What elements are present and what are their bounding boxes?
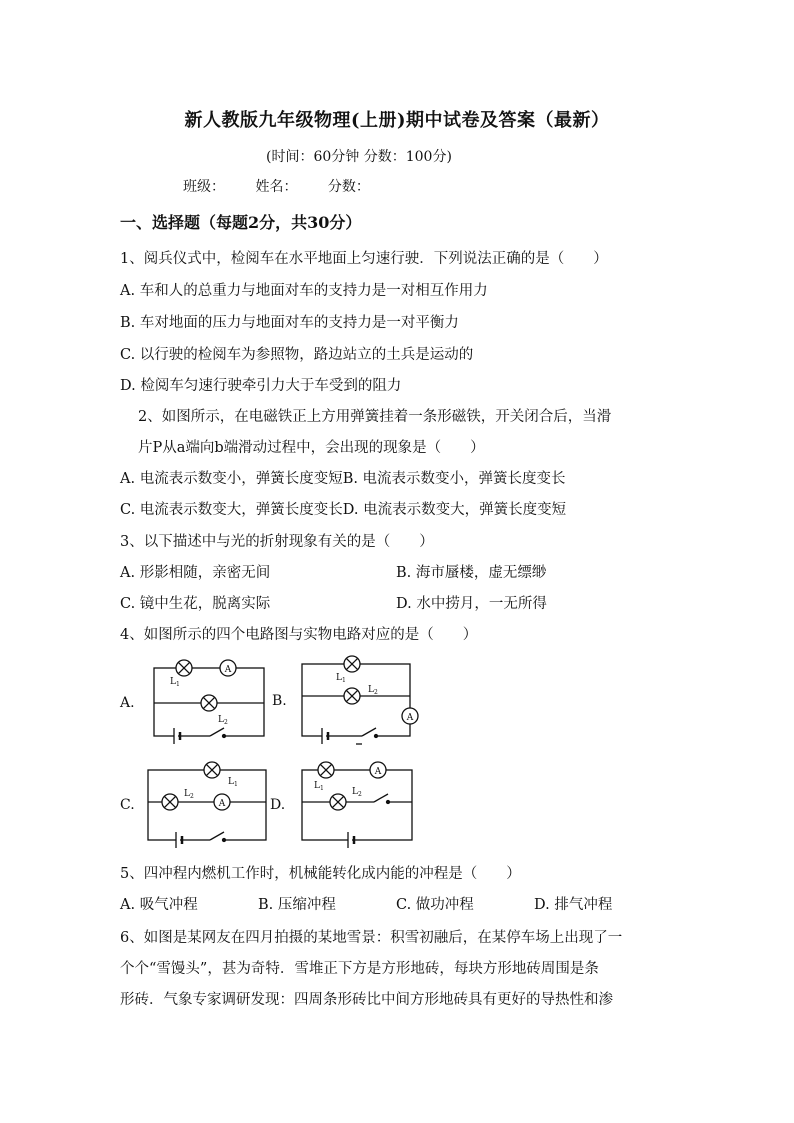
score-field: 分数： [327,179,370,195]
option-b-label: B. [272,693,287,709]
l2-sub: 2 [224,719,228,726]
circuit-d [302,762,412,848]
q1-option-d: D. 检阅车匀速行驶牵引力大于车受到的阻力 [120,378,402,394]
page-title: 新人教版九年级物理(上册)期中试卷及答案（最新） [184,110,610,131]
section-heading: 一、选择题（每题2分，共30分） [120,213,362,232]
class-field: 班级： [183,179,225,195]
q2-stem-1: 2、如图所示，在电磁铁正上方用弹簧挂着一条形磁铁，开关闭合后，当滑 [138,409,612,425]
q5-option-d: D. 排气冲程 [534,897,613,913]
lamp-icon [318,762,334,778]
q6-line-2: 个个“雪馒头”，甚为奇特．雪堆正下方是方形地砖，每块方形地砖周围是条 [120,961,599,977]
q6-line-3: 形砖．气象专家调研发现：四周条形砖比中间方形地砖具有更好的导热性和渗 [120,992,613,1008]
lamp-icon [204,762,220,778]
l1-label: L [170,677,176,687]
l1-sub: 1 [320,785,324,792]
l2-sub: 2 [358,791,362,798]
lamp-icon [176,660,192,676]
q5-option-c: C. 做功冲程 [396,897,474,913]
q1-option-a: A. 车和人的总重力与地面对车的支持力是一对相互作用力 [120,283,488,299]
q2-stem-2: 片P从a端向b端滑动过程中，会出现的现象是（ ） [138,440,485,456]
l1-sub: 1 [234,781,238,788]
lamp-icon [330,794,346,810]
q1-stem: 1、阅兵仪式中，检阅车在水平地面上匀速行驶．下列说法正确的是（ ） [120,251,608,267]
exam-meta: (时间：60分钟 分数：100分) [266,149,452,165]
q5-option-a: A. 吸气冲程 [120,897,198,913]
l2-label: L [184,789,190,799]
l1-sub: 1 [176,681,180,688]
ammeter-label: A [224,665,232,675]
q1-option-c: C. 以行驶的检阅车为参照物，路边站立的土兵是运动的 [120,347,474,363]
q1-option-b: B. 车对地面的压力与地面对车的支持力是一对平衡力 [120,315,459,331]
l2-label: L [368,685,374,695]
q2-options-ab: A. 电流表示数变小，弹簧长度变短B. 电流表示数变小，弹簧长度变长 [120,471,566,487]
l1-sub: 1 [342,677,346,684]
q5-stem: 5、四冲程内燃机工作时，机械能转化成内能的冲程是（ ） [120,866,521,882]
student-fields [183,176,396,196]
l1-label: L [228,777,234,787]
q3-option-c: C. 镜中生花，脱离实际 [120,596,271,612]
q3-option-a: A. 形影相随，亲密无间 [120,565,271,581]
name-field: 姓名： [255,179,298,195]
lamp-icon [201,695,217,711]
circuit-b [302,656,418,744]
ammeter-label: A [406,713,414,723]
lamp-icon [344,656,360,672]
ammeter-label: A [374,767,382,777]
q3-option-d: D. 水中捞月，一无所得 [396,596,547,612]
l2-sub: 2 [190,793,194,800]
q5-option-b: B. 压缩冲程 [258,897,336,913]
option-d-label: D. [270,797,286,813]
lamp-icon [162,794,178,810]
l2-label: L [218,715,224,725]
l1-label: L [336,673,342,683]
option-a-label: A. [120,695,135,711]
q2-options-cd: C. 电流表示数变大，弹簧长度变长D. 电流表示数变大，弹簧长度变短 [120,502,567,518]
circuit-c [148,762,266,848]
q3-option-b: B. 海市蜃楼，虚无缥缈 [396,565,547,581]
lamp-icon [344,688,360,704]
option-c-label: C. [120,797,135,813]
circuit-a [154,660,264,744]
q4-circuit-diagrams [112,650,432,850]
q6-line-1: 6、如图是某网友在四月拍摄的某地雪景：积雪初融后，在某停车场上出现了一 [120,930,623,946]
l2-label: L [352,787,358,797]
l1-label: L [314,781,320,791]
l2-sub: 2 [374,689,378,696]
q4-stem: 4、如图所示的四个电路图与实物电路对应的是（ ） [120,627,478,643]
ammeter-label: A [218,799,226,809]
q3-stem: 3、以下描述中与光的折射现象有关的是（ ） [120,534,434,550]
